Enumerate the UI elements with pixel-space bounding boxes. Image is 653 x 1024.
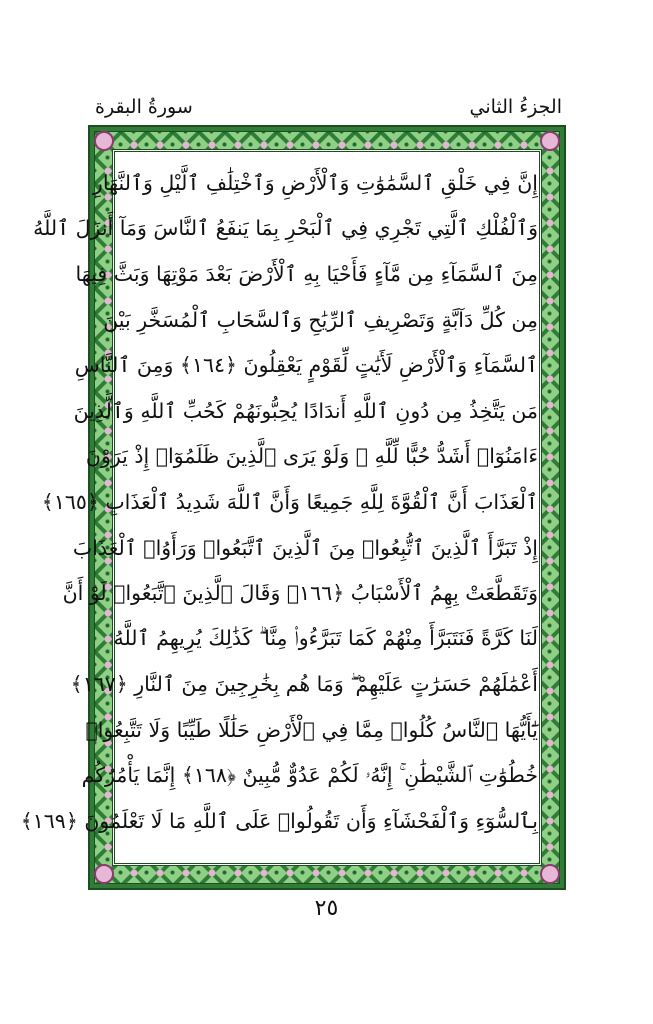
line-text: أَعْمَٰلَهُمْ حَسَرَٰتٍ عَلَيْهِمْ ۖ وَمَا هُم بِخَٰرِجِينَ مِنَ ٱلنَّارِ ﴿١٦٧﴾ — [70, 671, 538, 696]
line-text: يَٰٓأَيُّهَا ٱلنَّاسُ كُلُوا۟ مِمَّا فِي ٱلْأَرْضِ حَلَٰلًا طَيِّبًا وَلَا تَتَّبِعُوا۟ — [85, 717, 538, 742]
page-number: ٢٥ — [314, 896, 339, 921]
text-line — [62, 570, 538, 616]
line-text: مِنَ ٱلسَّمَآءِ مِن مَّآءٍ فَأَحْيَا بِهِ ٱلْأَرْضَ بَعْدَ مَوْتِهَا وَبَثَّ فِيهَا — [75, 261, 538, 286]
line-text: لَنَا كَرَّةً فَنَتَبَرَّأَ مِنْهُمْ كَمَا تَبَرَّءُوا۟ مِنَّا ۗ كَذَٰلِكَ يُرِيهِمُ ٱللَّهُ — [113, 626, 538, 651]
text-line — [20, 798, 538, 844]
corner-flower-icon — [94, 864, 114, 884]
text-line — [92, 160, 538, 206]
verse-text-block — [20, 160, 538, 860]
juz-label: الجزءُ الثاني — [469, 96, 562, 118]
text-line — [73, 388, 538, 434]
surah-label: سورةُ البقرة — [95, 96, 193, 118]
line-text: مَن يَتَّخِذُ مِن دُونِ ٱللَّهِ أَندَادًا يُحِبُّونَهُمْ كَحُبِّ ٱللَّهِ وَٱلَّذِينَ — [73, 398, 538, 423]
line-text: ٱلْعَذَابَ أَنَّ ٱلْقُوَّةَ لِلَّهِ جَمِيعًا وَأَنَّ ٱللَّهَ شَدِيدُ ٱلْعَذَابِ ﴿١٦٥﴾ — [41, 489, 538, 514]
text-line — [41, 479, 538, 525]
line-text: ءَامَنُوٓا۟ أَشَدُّ حُبًّا لِّلَّهِ ۗ وَلَوْ يَرَى ٱلَّذِينَ ظَلَمُوٓا۟ إِذْ يَرَوْنَ — [85, 444, 538, 469]
corner-flower-icon — [540, 864, 560, 884]
page-header — [95, 92, 562, 122]
line-text: مِن كُلِّ دَآبَّةٍ وَتَصْرِيفِ ٱلرِّيَٰحِ وَٱلسَّحَابِ ٱلْمُسَخَّرِ بَيْنَ — [103, 307, 538, 332]
text-line — [85, 434, 538, 480]
text-line — [70, 662, 538, 708]
text-line — [75, 251, 538, 297]
corner-flower-icon — [94, 131, 114, 151]
line-text: إِذْ تَبَرَّأَ ٱلَّذِينَ ٱتُّبِعُوا۟ مِنَ ٱلَّذِينَ ٱتَّبَعُوا۟ وَرَأَوُا۟ ٱلْعَذَابَ — [72, 535, 538, 560]
text-line — [114, 616, 538, 662]
text-line — [85, 707, 538, 753]
line-text: وَتَقَطَّعَتْ بِهِمُ ٱلْأَسْبَابُ ﴿١٦٦﴾ وَقَالَ ٱلَّذِينَ ٱتَّبَعُوا۟ لَوْ أَنَّ — [62, 581, 538, 606]
text-line — [103, 297, 538, 343]
line-text: وَٱلْفُلْكِ ٱلَّتِي تَجْرِي فِي ٱلْبَحْرِ بِمَا يَنفَعُ ٱلنَّاسَ وَمَآ أَنزَلَ ٱللَّهُ — [33, 216, 538, 241]
line-text: بِٱلسُّوٓءِ وَٱلْفَحْشَآءِ وَأَن تَقُولُوا۟ عَلَى ٱللَّهِ مَا لَا تَعْلَمُونَ ﴿١٦٩﴾ — [20, 809, 538, 834]
line-text: خُطُوَٰتِ ٱلشَّيْطَٰنِ ۚ إِنَّهُۥ لَكُمْ عَدُوٌّ مُّبِينٌ ﴿١٦٨﴾ إِنَّمَا يَأْمُرُكُم — [81, 763, 538, 788]
line-text: إِنَّ فِي خَلْقِ ٱلسَّمَٰوَٰتِ وَٱلْأَرْضِ وَٱخْتِلَٰفِ ٱلَّيْلِ وَٱلنَّهَارِ — [92, 170, 538, 195]
text-line — [81, 753, 538, 799]
corner-flower-icon — [540, 131, 560, 151]
text-line — [72, 525, 538, 571]
line-text: ٱلسَّمَآءِ وَٱلْأَرْضِ لَأَيَٰتٍ لِّقَوْمٍ يَعْقِلُونَ ﴿١٦٤﴾ وَمِنَ ٱلنَّاسِ — [74, 353, 538, 378]
text-line — [74, 342, 538, 388]
text-line — [33, 206, 538, 252]
